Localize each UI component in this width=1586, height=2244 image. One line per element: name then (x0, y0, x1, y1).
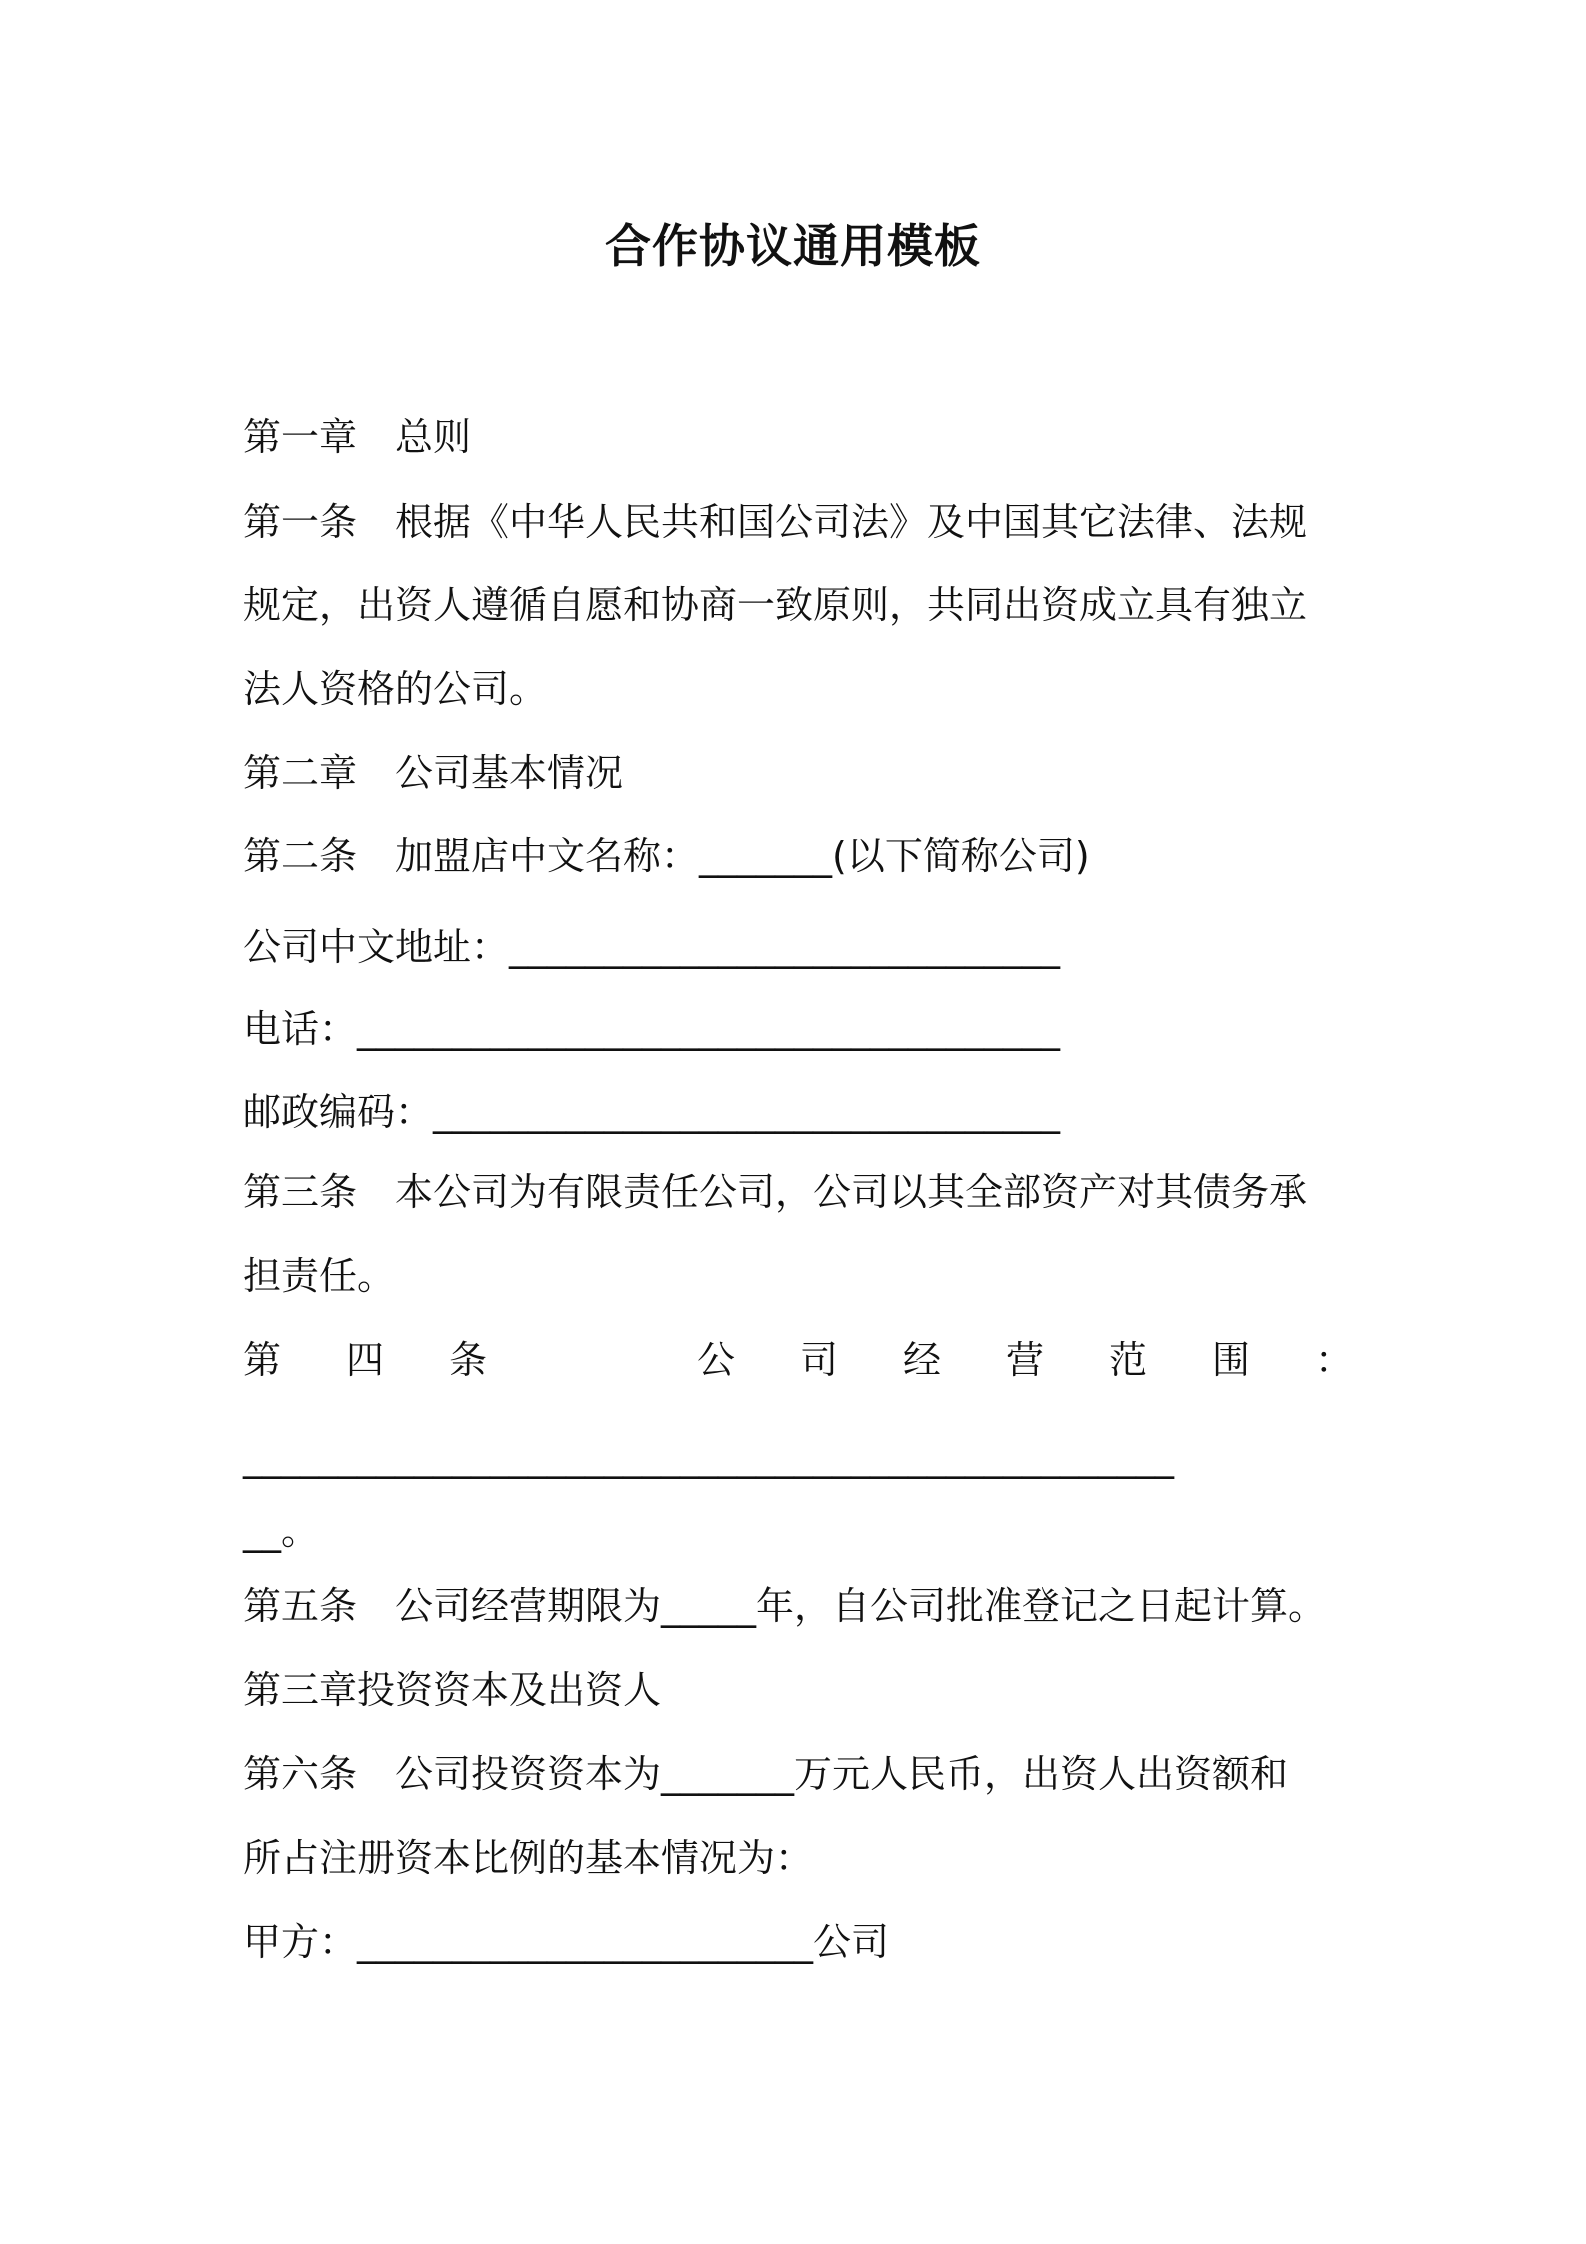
article-4-line-1 (243, 1335, 1353, 1385)
article-1-line-2: 规定，出资人遵循自愿和协商一致原则，共同出资成立具有独立 (243, 583, 1308, 627)
article-2-line: 第二条 加盟店中文名称：_______(以下简称公司) (243, 834, 1090, 878)
article-3-line-2: 担责任。 (243, 1254, 396, 1298)
article-4-char: 围 (1211, 1338, 1250, 1382)
chapter-2-heading: 第二章 公司基本情况 (243, 751, 624, 795)
postcode-field: 邮政编码：_________________________________ (243, 1090, 1061, 1134)
article-4-char: 营 (1005, 1338, 1044, 1382)
article-1-line-3: 法人资格的公司。 (243, 667, 548, 711)
chapter-1-heading: 第一章 总则 (243, 415, 472, 459)
document-title: 合作协议通用模板 (605, 219, 981, 273)
article-4-char: 四 (346, 1338, 385, 1382)
article-4-char: 范 (1108, 1338, 1147, 1382)
article-4-end: __。 (243, 1509, 320, 1553)
article-6-line-1: 第六条 公司投资资本为_______万元人民币，出资人出资额和 (243, 1752, 1289, 1796)
phone-field: 电话：_____________________________________ (243, 1007, 1061, 1051)
address-field: 公司中文地址：_____________________________ (243, 925, 1061, 969)
article-3-line-1: 第三条 本公司为有限责任公司，公司以其全部资产对其债务承 (243, 1170, 1308, 1214)
article-4-gap (552, 1335, 632, 1385)
article-1-line-1: 第一条 根据《中华人民共和国公司法》及中国其它法律、法规 (243, 500, 1308, 544)
article-6-line-2: 所占注册资本比例的基本情况为： (243, 1836, 814, 1880)
article-4-char: 公 (696, 1338, 735, 1382)
article-4-char: 经 (902, 1338, 941, 1382)
article-5-line: 第五条 公司经营期限为_____年，自公司批准登记之日起计算。 (243, 1584, 1327, 1628)
article-4-char: 条 (449, 1338, 488, 1382)
article-4-char: ： (1314, 1338, 1353, 1382)
article-4-char: 第 (243, 1338, 282, 1382)
party-a-field: 甲方：________________________公司 (243, 1920, 890, 1964)
article-4-char: 司 (799, 1338, 838, 1382)
article-4-blank: _________________________________________________ (243, 1435, 1174, 1479)
chapter-3-heading: 第三章投资资本及出资人 (243, 1668, 662, 1712)
